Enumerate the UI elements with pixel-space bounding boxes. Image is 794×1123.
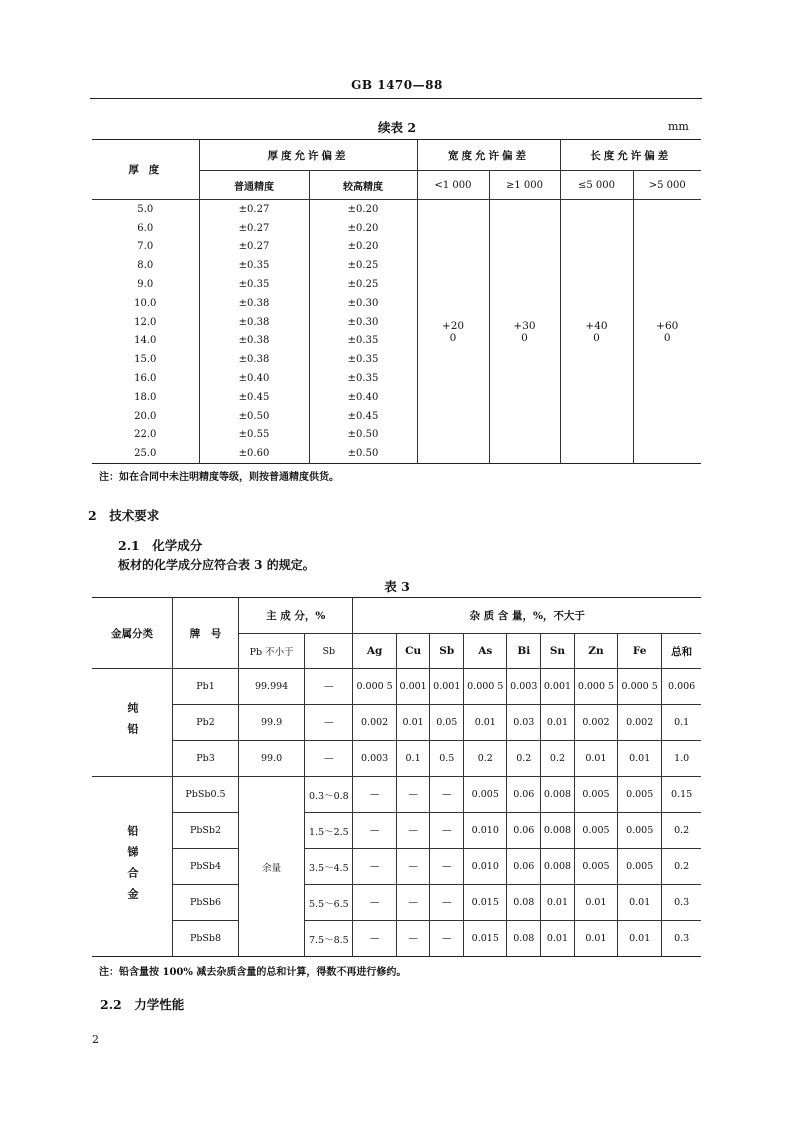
dev-l2-value — [634, 320, 702, 344]
high-dev-cell: ±0.40 — [309, 388, 417, 407]
sb-cell: — — [305, 705, 353, 741]
dev-upper: +40 — [585, 319, 608, 332]
table2-tolerances — [92, 139, 701, 464]
impurity-cell: — — [353, 849, 396, 885]
table-row — [92, 813, 701, 849]
page-number: 2 — [92, 1033, 99, 1046]
table-row — [92, 200, 701, 219]
impurity-cell: — — [396, 777, 430, 813]
normal-dev-cell: ±0.27 — [199, 200, 309, 219]
impurity-col-7: Fe — [618, 634, 662, 669]
high-dev-cell: ±0.25 — [309, 256, 417, 275]
impurity-cell: 0.010 — [464, 813, 507, 849]
impurity-cell: 0.15 — [662, 777, 701, 813]
high-dev-cell: ±0.50 — [309, 426, 417, 445]
table2-caption: 续表 2 — [377, 120, 417, 135]
normal-dev-cell: ±0.35 — [199, 275, 309, 294]
impurity-cell: 0.005 — [618, 849, 662, 885]
normal-dev-cell: ±0.38 — [199, 332, 309, 351]
sb-cell: — — [305, 741, 353, 777]
impurity-cell: 0.005 — [464, 777, 507, 813]
sub-high: 较高精度 — [309, 171, 417, 200]
table2-unit: mm — [668, 120, 689, 133]
impurity-cell: 0.2 — [662, 849, 701, 885]
dev-w1-cell — [417, 200, 489, 464]
col-grade: 牌 号 — [173, 598, 239, 669]
table3-caption: 表 3 — [384, 579, 410, 594]
thickness-cell: 8.0 — [137, 260, 154, 272]
impurity-cell: — — [430, 885, 464, 921]
col-class: 金属分类 — [92, 598, 173, 669]
impurity-cell: — — [353, 885, 396, 921]
sb-cell: 1.5～2.5 — [305, 813, 353, 849]
sub-l2: >5 000 — [633, 171, 701, 200]
grade-cell: PbSb0.5 — [173, 777, 239, 813]
col-thickness: 厚 度 — [92, 140, 199, 200]
thickness-cell: 22.0 — [134, 429, 157, 441]
pb-cell: 99.0 — [238, 741, 304, 777]
standard-header: GB 1470—88 — [351, 78, 443, 92]
impurity-cell: 0.010 — [464, 849, 507, 885]
impurity-cell: 0.03 — [507, 705, 541, 741]
high-dev-cell: ±0.35 — [309, 369, 417, 388]
table3-note: 注：铅含量按 100% 减去杂质含量的总和计算，得数不再进行修约。 — [99, 967, 407, 978]
dev-w1-value — [418, 320, 489, 344]
dev-lower: 0 — [521, 331, 528, 344]
impurity-cell: 0.01 — [574, 885, 617, 921]
normal-dev-cell: ±0.38 — [199, 313, 309, 332]
normal-dev-cell: ±0.55 — [199, 426, 309, 445]
impurity-cell: — — [430, 921, 464, 957]
impurity-cell: 0.01 — [541, 885, 575, 921]
thickness-cell: 14.0 — [134, 335, 157, 347]
sb-cell: 7.5～8.5 — [305, 921, 353, 957]
dev-l1-value — [561, 320, 633, 344]
impurity-cell: 0.000 5 — [618, 669, 662, 705]
dev-l2-cell — [633, 200, 701, 464]
sub-w2: ≥1 000 — [489, 171, 560, 200]
high-dev-cell: ±0.45 — [309, 407, 417, 426]
impurity-cell: 0.01 — [574, 921, 617, 957]
grade-cell: PbSb4 — [173, 849, 239, 885]
col-width-dev: 宽度允许偏差 — [417, 140, 560, 171]
normal-dev-cell: ±0.27 — [199, 238, 309, 257]
impurity-cell: 0.01 — [464, 705, 507, 741]
impurity-cell: — — [430, 849, 464, 885]
normal-dev-cell: ±0.50 — [199, 407, 309, 426]
impurity-cell: — — [396, 921, 430, 957]
impurity-col-6: Zn — [574, 634, 617, 669]
section-2-title: 2 技术要求 — [88, 508, 160, 523]
impurity-cell: 0.1 — [396, 741, 430, 777]
impurity-cell: 0.015 — [464, 921, 507, 957]
table-row — [92, 741, 701, 777]
dev-lower: 0 — [663, 331, 671, 344]
impurity-col-8: 总和 — [662, 634, 701, 669]
impurity-cell: 0.005 — [574, 777, 617, 813]
thickness-cell: 20.0 — [134, 410, 157, 422]
normal-dev-cell: ±0.27 — [199, 219, 309, 238]
impurity-cell: 0.2 — [507, 741, 541, 777]
grade-cell: PbSb6 — [173, 885, 239, 921]
high-dev-cell: ±0.20 — [309, 200, 417, 219]
impurity-cell: 0.001 — [396, 669, 430, 705]
thickness-cell: 12.0 — [134, 316, 157, 328]
impurity-cell: 0.000 5 — [464, 669, 507, 705]
high-dev-cell: ±0.20 — [309, 238, 417, 257]
impurity-cell: 0.3 — [662, 921, 701, 957]
impurity-col-2: Sb — [430, 634, 464, 669]
dev-upper: +60 — [656, 319, 679, 332]
table-row — [92, 669, 701, 705]
table-row — [92, 705, 701, 741]
table-row — [92, 849, 701, 885]
sb-cell: — — [305, 669, 353, 705]
impurity-cell: 0.002 — [574, 705, 617, 741]
col-main: 主 成 分，% — [238, 598, 352, 634]
impurity-cell: 0.01 — [541, 921, 575, 957]
sb-cell: 5.5～6.5 — [305, 885, 353, 921]
thickness-cell: 10.0 — [134, 297, 157, 309]
impurity-cell: 0.015 — [464, 885, 507, 921]
impurity-cell: 0.000 5 — [574, 669, 617, 705]
dev-l1-cell — [560, 200, 633, 464]
sb-cell: 3.5～4.5 — [305, 849, 353, 885]
pb-cell: 99.994 — [238, 669, 304, 705]
grade-cell: Pb1 — [173, 669, 239, 705]
impurity-cell: 0.01 — [396, 705, 430, 741]
impurity-cell: 1.0 — [662, 741, 701, 777]
impurity-cell: — — [396, 813, 430, 849]
impurity-cell: — — [353, 777, 396, 813]
impurity-cell: 0.008 — [541, 813, 575, 849]
group-alloy: 铅锑合金 — [126, 824, 139, 909]
impurity-cell: — — [353, 921, 396, 957]
impurity-cell: 0.001 — [430, 669, 464, 705]
impurity-cell: 0.008 — [541, 777, 575, 813]
sb-cell: 0.3～0.8 — [305, 777, 353, 813]
col-impurity: 杂 质 含 量，%，不大于 — [353, 598, 701, 634]
col-length-dev: 长度允许偏差 — [560, 140, 701, 171]
col-thickness-dev: 厚度允许偏差 — [199, 140, 417, 171]
thickness-cell: 18.0 — [134, 391, 157, 403]
impurity-cell: 0.2 — [662, 813, 701, 849]
dev-w2-value — [490, 320, 560, 344]
impurity-cell: — — [396, 885, 430, 921]
impurity-cell: 0.06 — [507, 777, 541, 813]
impurity-cell: 0.005 — [618, 777, 662, 813]
impurity-cell: 0.003 — [353, 741, 396, 777]
impurity-cell: 0.008 — [541, 849, 575, 885]
impurity-cell: 0.06 — [507, 849, 541, 885]
dev-upper: +30 — [513, 319, 536, 332]
impurity-col-4: Bi — [507, 634, 541, 669]
impurity-cell: 0.01 — [541, 705, 575, 741]
impurity-cell: 0.000 5 — [353, 669, 396, 705]
impurity-cell: 0.001 — [541, 669, 575, 705]
sub-normal: 普通精度 — [199, 171, 309, 200]
high-dev-cell: ±0.50 — [309, 444, 417, 463]
impurity-cell: 0.2 — [541, 741, 575, 777]
section-2-1-title: 2.1 化学成分 — [118, 538, 203, 553]
impurity-cell: 0.05 — [430, 705, 464, 741]
high-dev-cell: ±0.25 — [309, 275, 417, 294]
impurity-cell: 0.002 — [618, 705, 662, 741]
impurity-cell: 0.002 — [353, 705, 396, 741]
table-row — [92, 921, 701, 957]
normal-dev-cell: ±0.38 — [199, 350, 309, 369]
thickness-cell: 15.0 — [134, 354, 157, 366]
table2-note: 注：如在合同中未注明精度等级，则按普通精度供货。 — [99, 472, 339, 483]
sub-pb: Pb 不小于 — [238, 634, 304, 669]
impurity-cell: 0.006 — [662, 669, 701, 705]
high-dev-cell: ±0.30 — [309, 313, 417, 332]
sub-sb: Sb — [305, 634, 353, 669]
normal-dev-cell: ±0.38 — [199, 294, 309, 313]
impurity-cell: 0.08 — [507, 921, 541, 957]
sub-l1: ≤5 000 — [560, 171, 633, 200]
impurity-cell: 0.06 — [507, 813, 541, 849]
grade-cell: Pb2 — [173, 705, 239, 741]
sub-w1: <1 000 — [417, 171, 489, 200]
thickness-cell: 6.0 — [137, 222, 154, 234]
impurity-cell: 0.1 — [662, 705, 701, 741]
thickness-cell: 16.0 — [134, 373, 157, 385]
dev-upper: +20 — [441, 319, 465, 332]
table-row — [92, 777, 701, 813]
impurity-cell: 0.08 — [507, 885, 541, 921]
high-dev-cell: ±0.35 — [309, 332, 417, 351]
section-2-1-text: 板材的化学成分应符合表 3 的规定。 — [118, 558, 315, 572]
dev-w2-cell — [489, 200, 560, 464]
grade-cell: PbSb8 — [173, 921, 239, 957]
header-rule — [90, 98, 702, 99]
group-pure: 纯铅 — [92, 669, 173, 777]
normal-dev-cell: ±0.40 — [199, 369, 309, 388]
normal-dev-cell: ±0.45 — [199, 388, 309, 407]
impurity-cell: — — [430, 813, 464, 849]
impurity-cell: 0.01 — [618, 885, 662, 921]
high-dev-cell: ±0.30 — [309, 294, 417, 313]
table-row — [92, 885, 701, 921]
grade-cell: Pb3 — [173, 741, 239, 777]
thickness-cell: 7.0 — [137, 241, 154, 253]
thickness-cell: 25.0 — [134, 448, 157, 460]
impurity-cell: 0.005 — [574, 813, 617, 849]
impurity-col-3: As — [464, 634, 507, 669]
impurity-cell: 0.01 — [618, 921, 662, 957]
impurity-cell: 0.5 — [430, 741, 464, 777]
section-2-2-title: 2.2 力学性能 — [100, 997, 185, 1012]
table3-chemical-composition — [92, 597, 701, 957]
impurity-cell: — — [353, 813, 396, 849]
impurity-col-0: Ag — [353, 634, 396, 669]
normal-dev-cell: ±0.35 — [199, 256, 309, 275]
impurity-cell: 0.003 — [507, 669, 541, 705]
dev-lower: 0 — [593, 331, 600, 344]
pb-balance-cell: 余量 — [238, 777, 304, 957]
impurity-cell: 0.01 — [618, 741, 662, 777]
impurity-cell: 0.005 — [574, 849, 617, 885]
impurity-cell: 0.3 — [662, 885, 701, 921]
grade-cell: PbSb2 — [173, 813, 239, 849]
impurity-col-5: Sn — [541, 634, 575, 669]
high-dev-cell: ±0.35 — [309, 350, 417, 369]
dev-lower: 0 — [449, 331, 457, 344]
thickness-cell: 5.0 — [137, 203, 154, 215]
impurity-cell: — — [396, 849, 430, 885]
thickness-cell: 9.0 — [137, 279, 154, 291]
impurity-cell: 0.005 — [618, 813, 662, 849]
impurity-cell: 0.2 — [464, 741, 507, 777]
impurity-cell: — — [430, 777, 464, 813]
impurity-col-1: Cu — [396, 634, 430, 669]
high-dev-cell: ±0.20 — [309, 219, 417, 238]
normal-dev-cell: ±0.60 — [199, 444, 309, 463]
pb-cell: 99.9 — [238, 705, 304, 741]
impurity-cell: 0.01 — [574, 741, 617, 777]
